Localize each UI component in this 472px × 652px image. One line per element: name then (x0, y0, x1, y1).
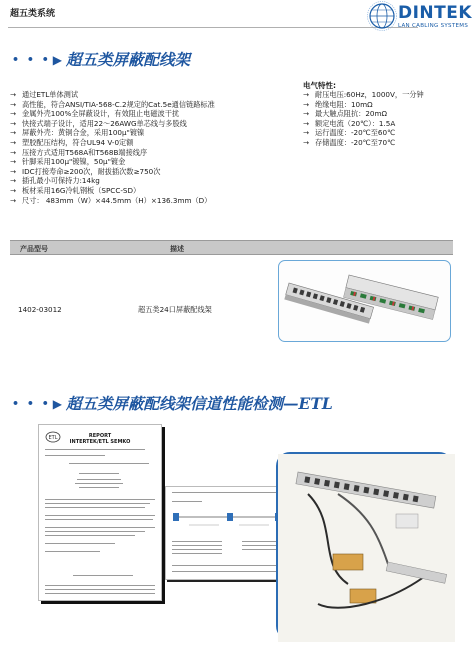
logo-tagline: LAN CABLING SYSTEMS (398, 23, 469, 29)
feature-item: → 快接式端子设计，适用22～26AWG单芯线与多股线 (10, 118, 187, 128)
column-header-model: 产品型号 (20, 245, 48, 253)
feature-item: → 针脚采用100μ"镀镍，50μ"镀金 (10, 157, 126, 167)
electrical-title: 电气特性: (303, 81, 336, 90)
test-diagram (169, 505, 289, 535)
patch-panel-illustration (279, 261, 452, 343)
table-cell-model: 1402-03012 (18, 305, 62, 314)
product-title (12, 48, 190, 70)
electrical-item: → 额定电流（20℃）：1.5A (303, 118, 396, 128)
title-dots: • • • (12, 53, 51, 66)
electrical-item: → 运行温度：-20℃至60℃ (303, 128, 396, 138)
electrical-item: → 耐压电压:60Hz，1000V，一分钟 (303, 90, 424, 99)
feature-item: → 压接方式适用T568A和T568B端接线序 (10, 147, 148, 157)
feature-item: → 屏蔽外壳：黄铜合金，采用100μ"镀镍 (10, 128, 145, 138)
feature-item: → 金属外壳100%全屏蔽设计，有效阻止电磁波干扰 (10, 109, 180, 119)
electrical-list (303, 90, 424, 148)
test-setup-photo (276, 452, 453, 640)
report-heading: REPORT (88, 433, 112, 439)
feature-item: → 尺寸： 483mm（W）×44.5mm（H）×136.3mm（D） (10, 195, 212, 205)
column-header-description: 描述 (170, 245, 184, 253)
table-cell-description: 超五类24口屏蔽配线架 (138, 305, 212, 314)
feature-list (10, 90, 215, 205)
electrical-item: → 绝缘电阻：10mΩ (303, 99, 373, 109)
electrical-item: → 最大触点阻抗：20mΩ (303, 109, 387, 119)
product-table-header (10, 240, 453, 255)
feature-item: → 高性能，符合ANSI/TIA-568-C.2规定的Cat.5e通信链路标准 (10, 99, 215, 109)
title-arrow-icon: ▶ (52, 53, 62, 67)
electrical-item: → 存储温度：-20℃至70℃ (303, 137, 396, 147)
title-arrow-icon: ▶ (52, 397, 62, 411)
product-title-text: 超五类屏蔽配线架 (66, 50, 191, 69)
feature-item: → 插孔最小可保持力:14kg (10, 176, 100, 186)
title-dots: • • • (12, 397, 51, 410)
product-image (278, 260, 451, 342)
dintek-logo (368, 0, 472, 34)
svg-text:ETL: ETL (48, 435, 58, 441)
test-setup-illustration (278, 454, 455, 642)
test-section-title-text: 超五类屏蔽配线架信道性能检测—ETL (66, 394, 333, 413)
feature-item: → 板材采用16G冷轧钢板（SPCC-SD） (10, 185, 141, 195)
feature-item: → IDC打接寿命≥200次，耐拔插次数≥750次 (10, 166, 161, 176)
etl-report-document (38, 424, 162, 601)
test-results-document (165, 486, 291, 580)
section-label: 超五类系统 (10, 9, 56, 19)
dintek-globe-icon (368, 1, 398, 33)
feature-item: → 塑胶配压结构，符合UL94 V-0定额 (10, 137, 134, 147)
logo-wordmark: DINTEK (398, 3, 472, 23)
report-org: INTERTEK/ETL SEMKO (69, 439, 131, 445)
header-divider (8, 27, 418, 28)
feature-item: → 通过ETL单体测试 (10, 90, 79, 99)
test-section-title (12, 392, 333, 414)
